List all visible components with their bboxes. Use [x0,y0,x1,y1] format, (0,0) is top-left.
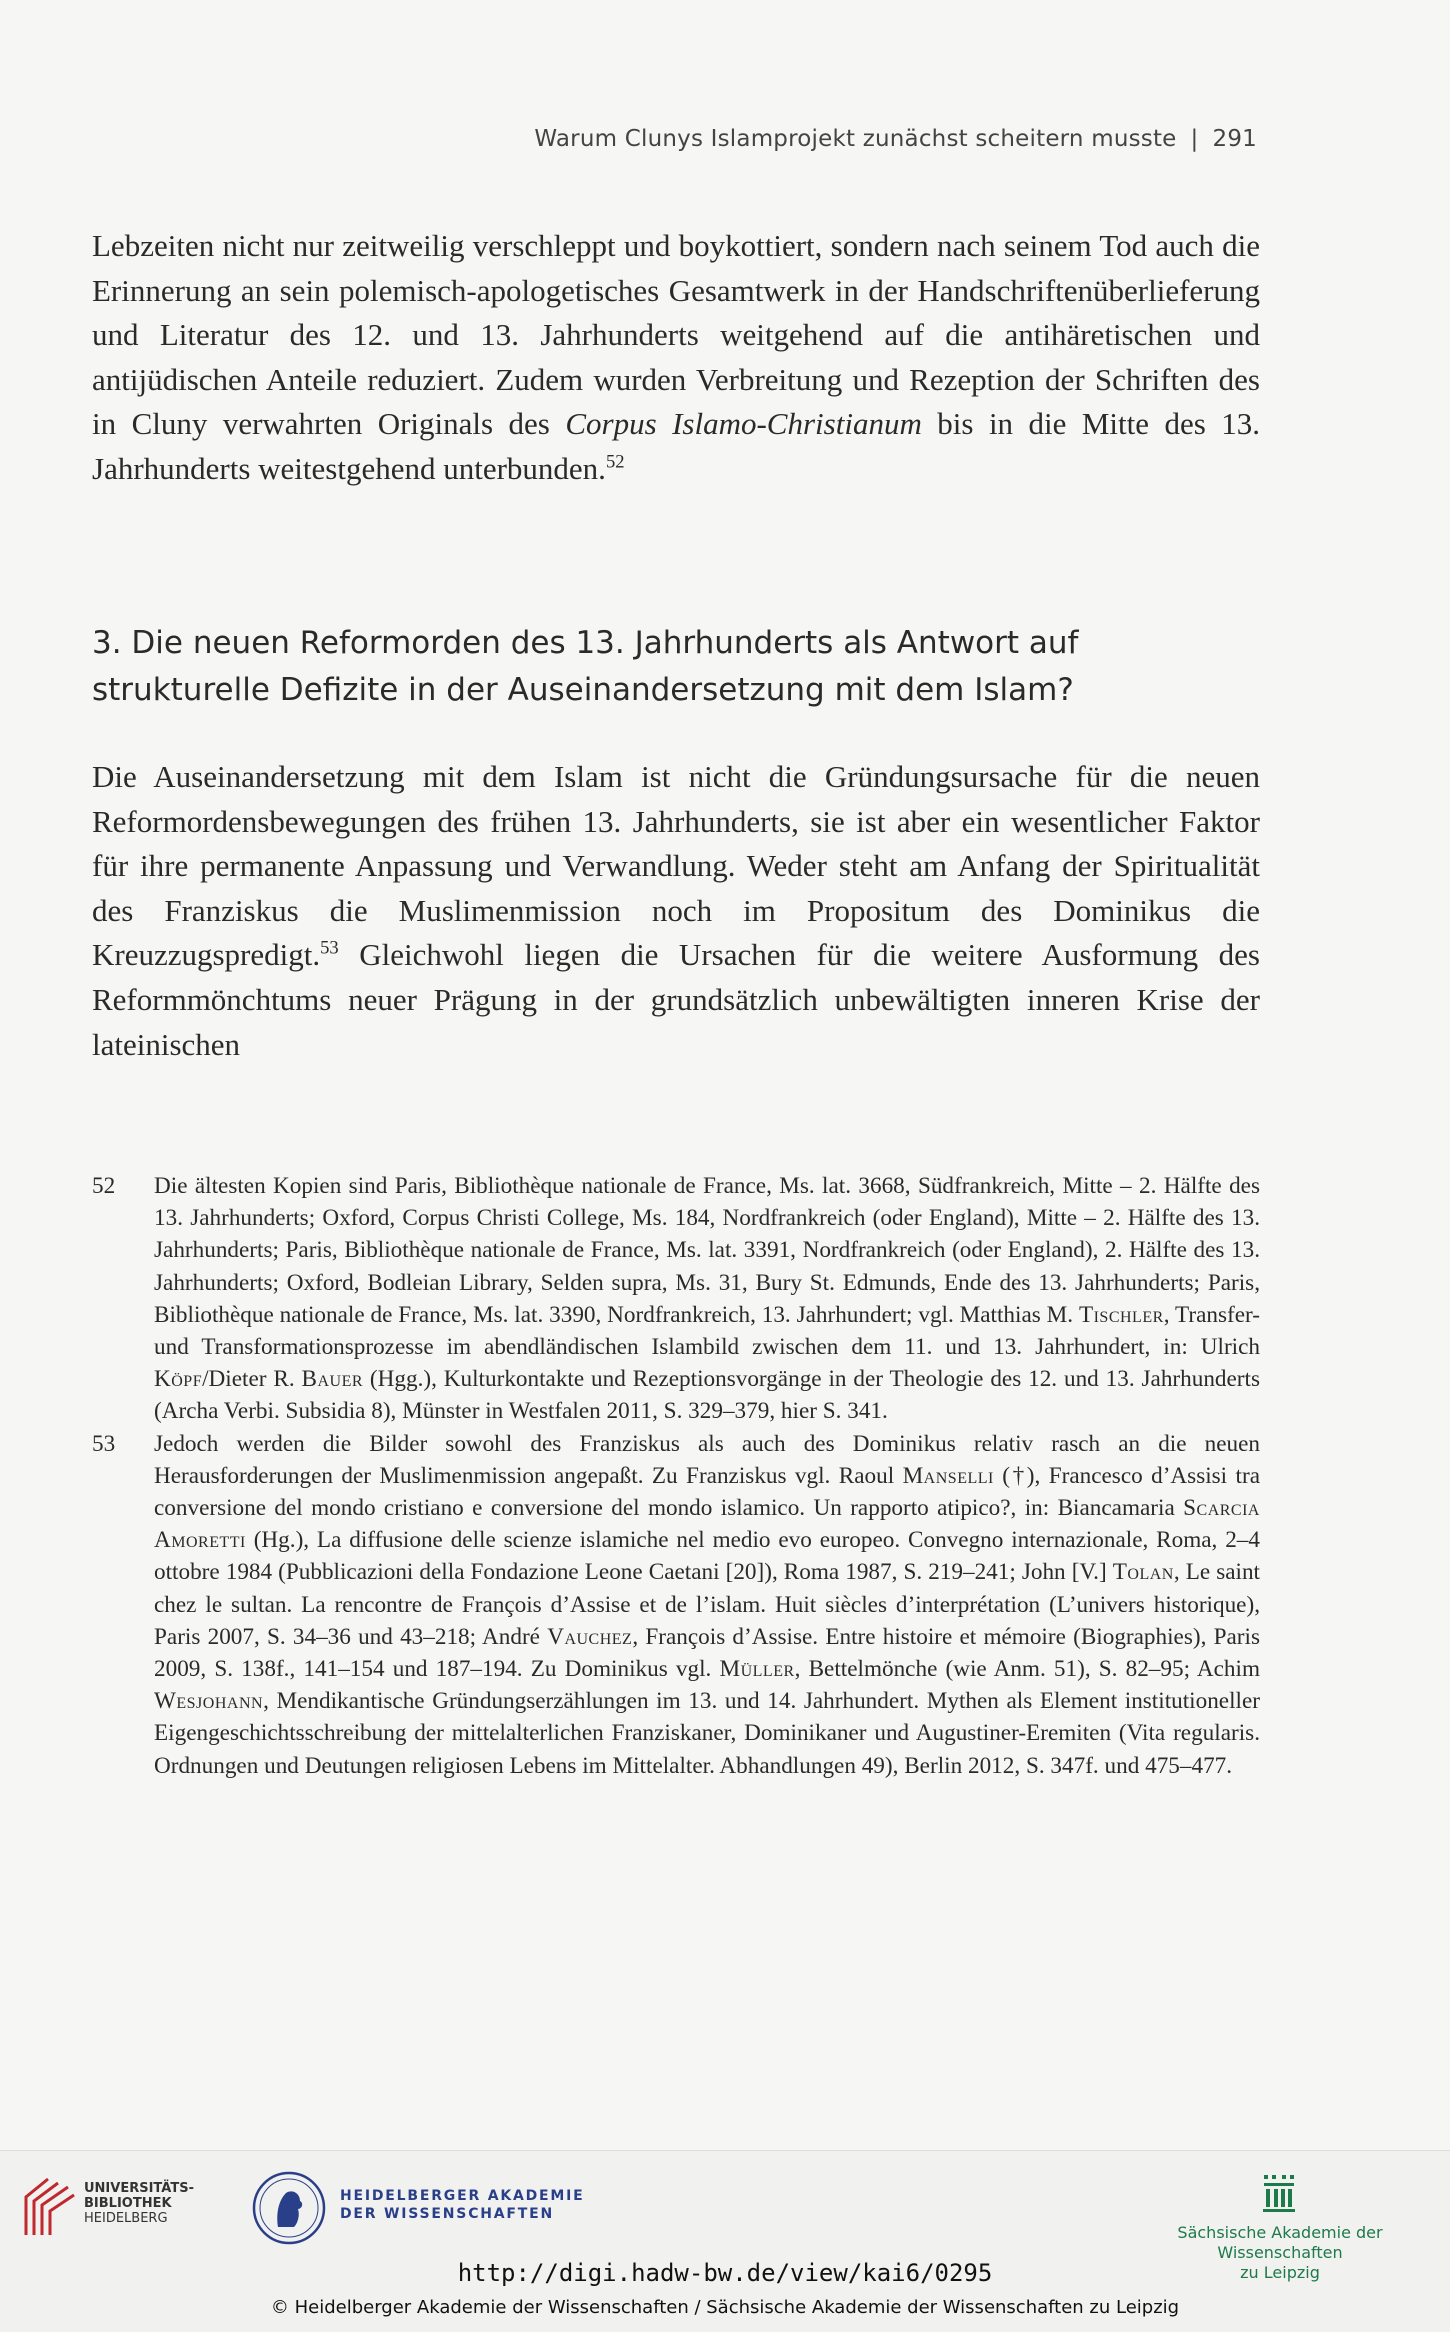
author-name: Tischler [1078,1301,1164,1328]
section-heading [92,620,1260,714]
digitization-footer [0,2150,1450,2332]
ub-line-1: UNIVERSITÄTS- [84,2181,194,2196]
hadw-label [340,2187,585,2223]
hadw-line-1: HEIDELBERGER AKADEMIE [340,2188,585,2204]
running-head [534,126,1257,152]
copyright-notice: © Heidelberger Akademie der Wissenschaften / Sächsische Akademie der Wissenschaften zu Leipzig [270,2297,1180,2318]
author-name: Scarcia Amoretti [154,1495,1260,1554]
body-paragraph-1 [92,224,1260,492]
hadw-line-2: DER WISSENSCHAFTEN [340,2206,555,2222]
author-name: Köpf [154,1366,203,1393]
saxon-line-2: zu Leipzig [1240,2263,1320,2282]
footnote-text: (†), Francesco d’Assisi tra conversione del mondo cristiano e conversione del mondo islamico. Un rapporto atipico?, in: Biancamaria [154,1462,1260,1522]
author-name: Wesjohann [154,1688,264,1715]
footnote-text: Jedoch werden die Bilder sowohl des Franziskus als auch des Dominikus relativ rasch an die neuen Herausforderungen der Muslimenmission angepaßt. Zu Franziskus vgl. Raoul [154,1430,1260,1489]
footnote-text: , Transfer- und Transformationsprozesse im abendländischen Islambild zwischen dem 11. und 13. Jahrhundert, in: Ulrich [154,1301,1260,1361]
work-title-italic: Corpus Islamo-Christianum [565,406,922,442]
footnotes [92,1170,1260,1782]
section-heading-line-2: strukturelle Defizite in der Auseinandersetzung mit dem Islam? [92,672,1074,708]
footnote-text: (Hg.), La diffusione delle scienze islamiche nel medio evo europeo. Convegno internazionale, Roma, 2–4 ottobre 1984 (Pubblicazioni della Fondazione Leone Caetani [20]), Roma 1987, S. 219–241; John [V.] [154,1527,1260,1586]
author-name: Bauer [301,1366,364,1393]
hadw-seal-icon[interactable] [252,2171,326,2245]
paragraph-text: bis in die Mitte des 13. Jahrhunderts weitestgehend unterbunden. [92,406,1260,486]
author-name: Vauchez [547,1623,633,1650]
footnote-ref-53[interactable]: 53 [320,938,339,960]
footnote-text: , François d’Assise. Entre histoire et mémoire (Biographies), Paris 2009, S. 138f., 141–154 und 187–194. Zu Dominikus vgl. [154,1623,1260,1683]
footnote-52 [92,1170,1260,1428]
saxon-line-1: Sächsische Akademie der Wissenschaften [1177,2223,1383,2262]
ub-line-2: BIBLIOTHEK [84,2196,172,2211]
permalink-url[interactable]: http://digi.hadw-bw.de/view/kai6/0295 [457,2259,993,2287]
author-name: Manselli [902,1462,994,1489]
footnote-text: (Hgg.), Kulturkontakte und Rezeptionsvorgänge in der Theologie des 12. und 13. Jahrhunderts (Archa Verbi. Subsidia 8), Münster in Westfalen 2011, S. 329–379, hier S. 341. [154,1366,1260,1425]
saxon-academy-building-icon[interactable] [1262,2173,1296,2213]
body-paragraph-2 [92,755,1260,1067]
footnote-text: , Bettelmönche (wie Anm. 51), S. 82–95; Achim [794,1656,1260,1683]
paragraph-text: Gleichwohl liegen die Ursachen für die weitere Ausformung des Reformmönchtums neuer Prägung in der grundsätzlich unbewältigten inneren Krise der lateinischen [92,937,1260,1062]
footnote-text: , Le saint chez le sultan. La rencontre de François d’Assise et de l’islam. Huit siècles d’interprétation (L’univers historique), Paris 2007, S. 34–36 und 43–218; André [154,1559,1260,1650]
author-name: Müller [719,1656,795,1683]
footnote-ref-52[interactable]: 52 [605,451,625,473]
ub-heidelberg-label [84,2181,194,2226]
paragraph-text: Lebzeiten nicht nur zeitweilig verschleppt und boykottiert, sondern nach seinem Tod auch die Erinnerung an sein polemisch-apologetisches Gesamtwerk in der Handschriftenüberlieferung und Literatur des 12. und 13. Jahrhunderts weitgehend auf die antihäretischen und antijüdischen Anteile reduziert. Zudem wurden Verbreitung und Rezeption der Schriften des in Cluny verwahrten Originals des [92,228,1260,442]
footnote-number: 53 [92,1430,116,1457]
running-head-separator: | [1190,126,1199,152]
ub-line-3: HEIDELBERG [84,2211,168,2226]
footnote-text: Die ältesten Kopien sind Paris, Bibliothèque nationale de France, Ms. lat. 3668, Südfrankreich, Mitte – 2. Hälfte des 13. Jahrhunderts; Oxford, Corpus Christi College, Ms. 184, Nordfrankreich (oder England), Mitte – 2. Hälfte des 13. Jahrhunderts; Paris, Bibliothèque nationale de France, Ms. lat. 3391, Nordfrankreich (oder England), 2. Hälfte des 13. Jahrhunderts; Oxford, Bodleian Library, Selden supra, Ms. 31, Bury St. Edmunds, Ende des 13. Jahrhunderts; Paris, Bibliothèque nationale de France, Ms. lat. 3390, Nordfrankreich, 13. Jahrhundert; vgl. Matthias M. [154,1173,1260,1328]
running-head-title: Warum Clunys Islamprojekt zunächst scheitern musste [534,126,1177,152]
author-name: Tolan [1112,1559,1174,1586]
footnote-53 [92,1428,1260,1782]
page-number: 291 [1212,126,1257,152]
footnote-text: /Dieter R. [202,1366,302,1393]
paragraph-text: Die Auseinandersetzung mit dem Islam ist nicht die Gründungsursache für die neuen Reformordensbewegungen des frühen 13. Jahrhunderts, sie ist aber ein wesentlicher Faktor für ihre permanente Anpassung und Verwandlung. Weder steht am Anfang der Spiritualität des Franziskus die Muslimenmission noch im Propositum des Dominikus die Kreuzzugspredigt. [92,759,1260,973]
footnote-number: 52 [92,1173,116,1199]
footnote-text: , Mendikantische Gründungserzählungen im 13. und 14. Jahrhundert. Mythen als Element institutioneller Eigengeschichtsschreibung der mittelalterlichen Franziskaner, Dominikaner und Augustiner-Eremiten (Vita regularis. Ordnungen und Deutungen religiosen Lebens im Mittelalter. Abhandlungen 49), Berlin 2012, S. 347f. und 475–477. [154,1688,1260,1779]
section-heading-line-1: 3. Die neuen Reformorden des 13. Jahrhunderts als Antwort auf [92,625,1079,661]
